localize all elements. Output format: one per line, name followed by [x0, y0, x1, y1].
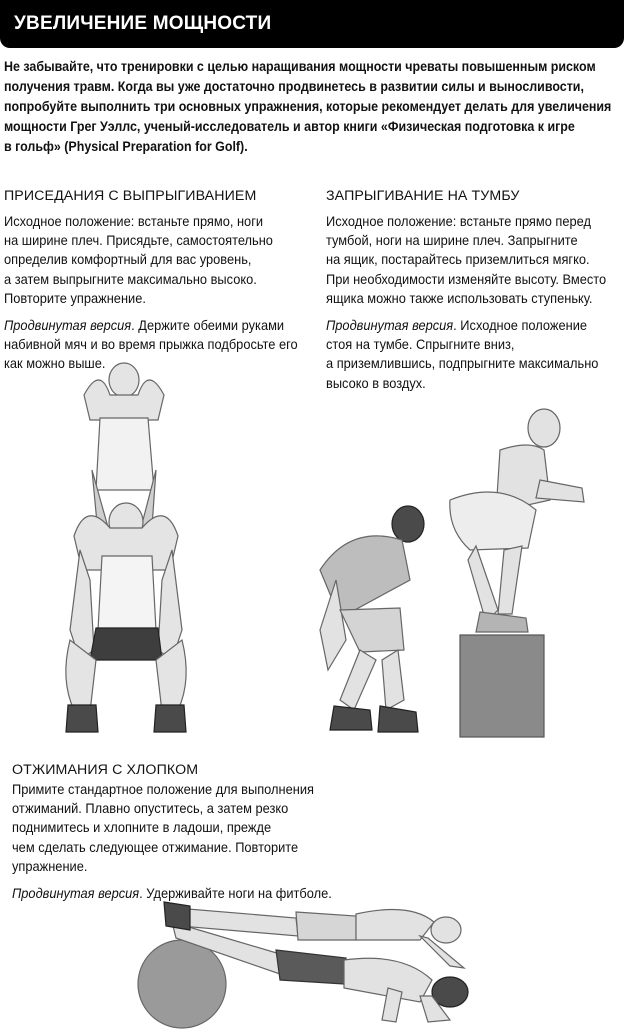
text-line: определив комфортный для вас уровень,: [4, 252, 252, 268]
text-line: высоко в воздух.: [326, 375, 426, 391]
text-line: . Удерживайте ноги на фитболе.: [139, 886, 332, 902]
squat-jump-title: ПРИСЕДАНИЯ С ВЫПРЫГИВАНИЕМ: [4, 188, 257, 204]
clap-pushup-illustration: [120, 896, 490, 1030]
text-line: . Держите обеими руками: [131, 318, 285, 334]
intro-line: мощности Грег Уэллс, ученый-исследователь и автор книги «Физическая подготовка к игре: [4, 119, 575, 134]
advanced-label: Продвинутая версия: [4, 318, 132, 334]
text-line: на ширине плеч. Присядьте, самостоятельно: [4, 233, 273, 249]
squat-jump-illustration: [40, 360, 220, 745]
text-line: а приземлившись, подпрыгните максимально: [326, 356, 599, 372]
text-line: чем сделать следующее отжимание. Повторите: [12, 839, 299, 855]
text-line: поднимитесь и хлопните в ладоши, прежде: [12, 820, 272, 836]
box-jump-title: ЗАПРЫГИВАНИЕ НА ТУМБУ: [326, 188, 520, 204]
advanced-label: Продвинутая версия: [12, 886, 140, 902]
section-header: [0, 0, 624, 48]
jump-box: [460, 635, 544, 737]
fitball: [138, 940, 226, 1028]
text-line: Исходное положение: встаньте прямо, ноги: [4, 214, 264, 229]
text-line: Примите стандартное положение для выполнения: [12, 782, 314, 797]
intro-line: попробуйте выполнить три основных упражнения, которые рекомендует делать для увеличения: [4, 99, 612, 114]
squat-jump-text: [4, 212, 298, 374]
intro-paragraph: [4, 57, 612, 157]
intro-line: Не забывайте, что тренировки с целью наращивания мощности чреваты повышенным риском: [4, 59, 596, 74]
text-line: на ящик, постарайтесь приземлиться мягко.: [326, 252, 590, 268]
text-line: Повторите упражнение.: [4, 290, 146, 306]
clap-pushup-title: ОТЖИМАНИЯ С ХЛОПКОМ: [12, 762, 199, 778]
clap-pushup-text: [12, 780, 332, 903]
text-line: набивной мяч и во время прыжка подбросьте его: [4, 337, 298, 353]
text-line: как можно выше.: [4, 356, 106, 372]
intro-line: в гольф» (Physical Preparation for Golf).: [4, 139, 248, 154]
text-line: тумбой, ноги на ширине плеч. Запрыгните: [326, 233, 578, 249]
text-line: Исходное положение: встаньте прямо перед: [326, 214, 591, 229]
text-line: . Исходное положение: [453, 318, 588, 334]
text-line: отжиманий. Плавно опуститесь, а затем резко: [12, 801, 289, 817]
text-line: При необходимости изменяйте высоту. Вместо: [326, 271, 607, 287]
intro-line: получения травм. Когда вы уже достаточно продвинетесь в развитии силы и выносливости,: [4, 79, 584, 94]
text-line: ящика можно также использовать ступеньку.: [326, 290, 593, 306]
box-jump-illustration: [300, 400, 590, 745]
text-line: а затем выпрыгните максимально высоко.: [4, 271, 257, 287]
box-jump-text: [326, 212, 605, 393]
text-line: стоя на тумбе. Спрыгните вниз,: [326, 337, 515, 353]
advanced-version: [326, 316, 605, 393]
advanced-label: Продвинутая версия: [326, 318, 454, 334]
text-line: упражнение.: [12, 858, 88, 874]
page-title: УВЕЛИЧЕНИЕ МОЩНОСТИ: [14, 13, 272, 34]
